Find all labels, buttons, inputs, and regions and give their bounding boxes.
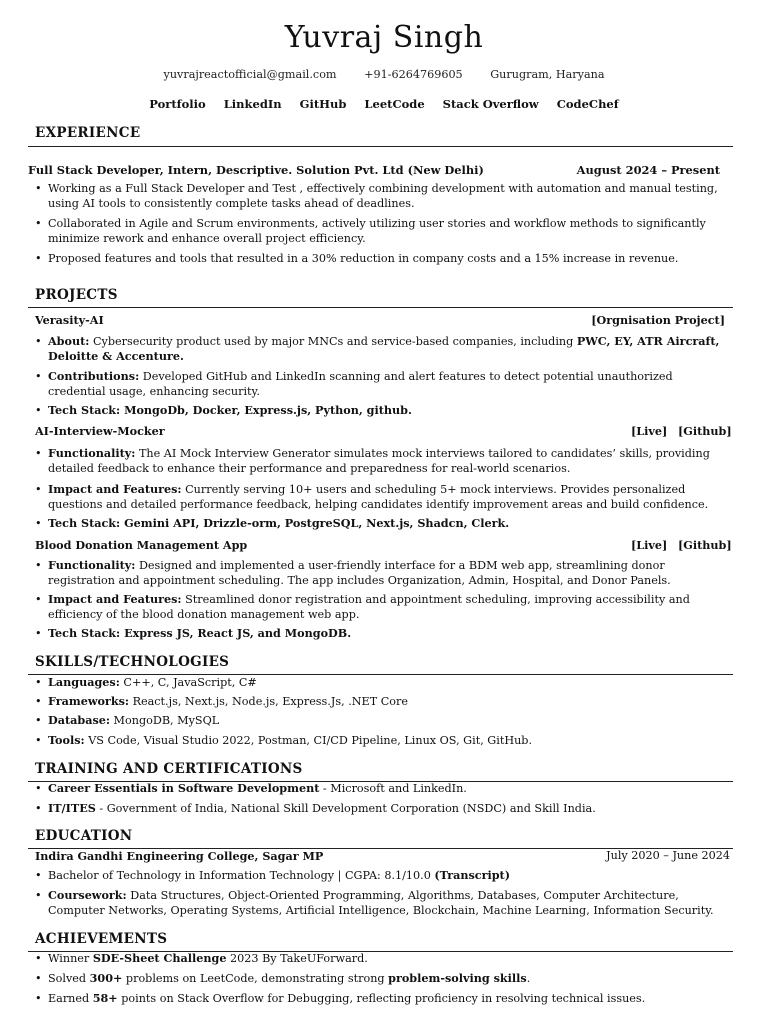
skills-heading: SKILLS/TECHNOLOGIES bbox=[35, 654, 230, 670]
codechef-link[interactable]: CodeChef bbox=[556, 97, 619, 111]
phone-number: +91-6264769605 bbox=[364, 68, 463, 81]
linkedin-link[interactable]: LinkedIn bbox=[223, 97, 282, 111]
achievement-item: • Solved 300+ problems on LeetCode, demonstrating strong problem-solving skills. bbox=[35, 971, 531, 985]
achievement-item: • Earned 58+ points on Stack Overflow for Debugging, reflecting proficiency in resolving technical issues. bbox=[35, 991, 646, 1005]
skills-item: • Tools: VS Code, Visual Studio 2022, Postman, CI/CD Pipeline, Linux OS, Git, GitHub. bbox=[35, 733, 532, 747]
project-name: Verasity-AI bbox=[35, 313, 104, 327]
education-dates: July 2020 – June 2024 bbox=[606, 849, 730, 862]
skills-item: • Database: MongoDB, MySQL bbox=[35, 713, 220, 727]
project-bullet: • Functionality: Designed and implemented a user-friendly interface for a BDM web app, streamlining donor registration and appointment scheduling. The app includes Organization, Admin, Hospital, and Donor Panels. bbox=[35, 558, 671, 587]
profile-links bbox=[0, 97, 768, 111]
project-bullet: • Contributions: Developed GitHub and LinkedIn scanning and alert features to detect potential unauthorized credential usage, enhancing security. bbox=[35, 369, 673, 398]
education-heading: EDUCATION bbox=[35, 828, 133, 844]
experience-bullet: • Collaborated in Agile and Scrum environments, actively utilizing user stories and workflow methods to significantly minimize rework and enhance overall project efficiency. bbox=[35, 217, 706, 245]
project-bullet: • About: Cybersecurity product used by major MNCs and service-based companies, including PWC, EY, ATR Aircraft, Deloitte & Accenture. bbox=[35, 334, 720, 363]
experience-bullet: • Working as a Full Stack Developer and Test , effectively combining development with automation and manual testing, using AI tools to consistently complete tasks ahead of deadlines. bbox=[35, 182, 718, 210]
project-bullet: • Tech Stack: Express JS, React JS, and MongoDB. bbox=[35, 626, 352, 640]
projects-heading: PROJECTS bbox=[35, 287, 118, 303]
portfolio-link[interactable]: Portfolio bbox=[149, 97, 206, 111]
project-github-link[interactable]: [Github] bbox=[678, 538, 732, 552]
project-bullet: • Impact and Features: Streamlined donor registration and appointment scheduling, improving accessibility and efficiency of the blood donation management web app. bbox=[35, 592, 690, 621]
project-live-link[interactable]: [Live] bbox=[631, 424, 668, 438]
contact-line bbox=[0, 68, 768, 81]
achievement-item: • Winner SDE-Sheet Challenge 2023 By TakeUForward. bbox=[35, 951, 368, 965]
experience-bullet: • Proposed features and tools that resulted in a 30% reduction in company costs and a 15% increase in revenue. bbox=[35, 252, 679, 265]
achievements-heading: ACHIEVEMENTS bbox=[35, 931, 168, 947]
project-tag: [Orgnisation Project] bbox=[591, 313, 725, 327]
section-divider bbox=[28, 146, 733, 147]
leetcode-link[interactable]: LeetCode bbox=[364, 97, 425, 111]
training-item: • Career Essentials in Software Development - Microsoft and LinkedIn. bbox=[35, 781, 467, 795]
stackoverflow-link[interactable]: Stack Overflow bbox=[442, 97, 539, 111]
project-bullet: • Tech Stack: Gemini API, Drizzle-orm, PostgreSQL, Next.js, Shadcn, Clerk. bbox=[35, 516, 510, 530]
college-name: Indira Gandhi Engineering College, Sagar MP bbox=[35, 849, 324, 863]
project-bullet: • Tech Stack: MongoDb, Docker, Express.js, Python, github. bbox=[35, 403, 412, 417]
project-name: AI-Interview-Mocker bbox=[35, 424, 165, 438]
experience-role: Full Stack Developer, Intern, Descriptive. Solution Pvt. Ltd (New Delhi) bbox=[28, 163, 484, 177]
experience-heading: EXPERIENCE bbox=[35, 125, 141, 141]
project-live-link[interactable]: [Live] bbox=[631, 538, 668, 552]
skills-item: • Languages: C++, C, JavaScript, C# bbox=[35, 675, 257, 689]
project-bullet: • Functionality: The AI Mock Interview Generator simulates mock interviews tailored to candidates’ skills, providing detailed feedback to enhance their performance and preparedness for real-world scenarios. bbox=[35, 446, 710, 475]
transcript-link[interactable]: (Transcript) bbox=[434, 868, 511, 882]
experience-dates: August 2024 – Present bbox=[576, 163, 720, 177]
location: Gurugram, Haryana bbox=[490, 68, 605, 81]
email-link[interactable]: yuvrajreactofficial@gmail.com bbox=[163, 68, 337, 81]
project-bullet: • Impact and Features: Currently serving 10+ users and scheduling 5+ mock interviews. Provides personalized questions and detailed performance feedback, helping candidates identify improvement areas and build confidence. bbox=[35, 482, 709, 511]
resume-name: Yuvraj Singh bbox=[284, 20, 484, 55]
skills-item: • Frameworks: React.js, Next.js, Node.js, Express.Js, .NET Core bbox=[35, 694, 408, 708]
training-item: • IT/ITES - Government of India, National Skill Development Corporation (NSDC) and Skill India. bbox=[35, 801, 596, 815]
education-item: • Coursework: Data Structures, Object-Oriented Programming, Algorithms, Databases, Computer Architecture, Computer Networks, Operating Systems, Artificial Intelligence, Blockchain, Machine Learning, Information Security. bbox=[35, 888, 714, 917]
project-name: Blood Donation Management App bbox=[35, 538, 248, 552]
github-link[interactable]: GitHub bbox=[299, 97, 347, 111]
training-heading: TRAINING AND CERTIFICATIONS bbox=[35, 761, 303, 777]
section-divider bbox=[28, 307, 733, 308]
education-item: • Bachelor of Technology in Information Technology | CGPA: 8.1/10.0 (Transcript) bbox=[35, 868, 511, 882]
project-github-link[interactable]: [Github] bbox=[678, 424, 732, 438]
